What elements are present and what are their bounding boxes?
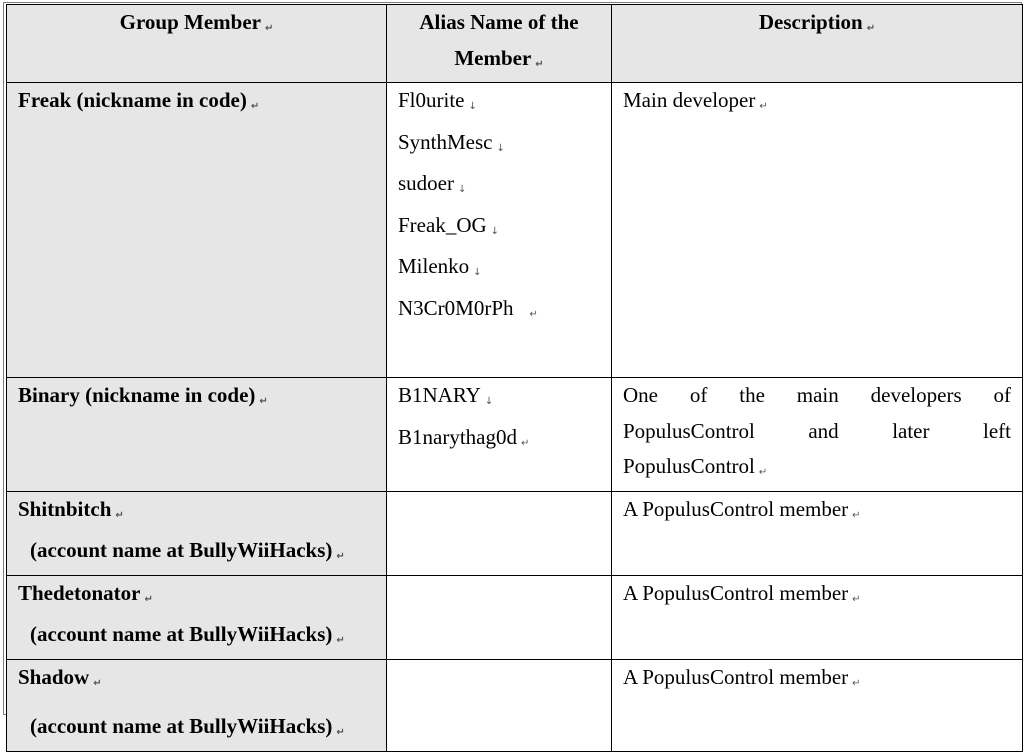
paragraph-mark-icon: ↵ — [529, 308, 538, 320]
table-row — [7, 491, 1023, 575]
line-break-mark-icon: ↓ — [496, 142, 505, 154]
paragraph-mark-icon: ↵ — [336, 551, 345, 562]
alias-item: B1NARY ↓ — [398, 383, 494, 407]
table-row — [7, 378, 1023, 492]
alias-item: Freak_OG ↓ — [398, 212, 500, 237]
paragraph-mark-icon: ↵ — [336, 727, 345, 738]
alias-item: B1narythag0d ↵ — [398, 424, 530, 449]
paragraph-mark-icon: ↵ — [264, 23, 274, 34]
member-cell: Binary (nickname in code) ↵ — [7, 378, 387, 492]
paragraph-mark-icon: ↵ — [852, 593, 861, 605]
table-header-row — [7, 5, 1023, 83]
description-cell: One of the main developers of PopulusControl and later left PopulusControl ↵ — [612, 378, 1023, 492]
header-group-member: Group Member ↵ — [7, 5, 387, 83]
member-cell: Thedetonator ↵ (account name at BullyWiiHacks) ↵ — [7, 575, 387, 659]
paragraph-mark-icon: ↵ — [336, 635, 345, 646]
description-cell: A PopulusControl member ↵ — [612, 659, 1023, 751]
paragraph-mark-icon: ↵ — [93, 677, 102, 689]
paragraph-mark-icon: ↵ — [758, 467, 768, 478]
alias-cell — [387, 491, 612, 575]
header-alias-name: Alias Name of the Member ↵ — [387, 5, 612, 83]
paragraph-mark-icon: ↵ — [250, 101, 260, 112]
paragraph-mark-icon: ↵ — [520, 437, 530, 449]
group-members-table — [6, 4, 1023, 752]
paragraph-mark-icon: ↵ — [759, 101, 768, 112]
alias-cell — [387, 378, 612, 492]
paragraph-mark-icon: ↵ — [535, 58, 544, 70]
member-cell: Shadow ↵ (account name at BullyWiiHacks) ↵ — [7, 659, 387, 751]
alias-cell — [387, 659, 612, 751]
line-break-mark-icon: ↓ — [484, 396, 494, 407]
paragraph-mark-icon: ↵ — [852, 677, 861, 689]
alias-item: N3Cr0M0rPh ↵ — [398, 295, 538, 320]
paragraph-mark-icon: ↵ — [259, 396, 268, 407]
alias-item: Fl0urite ↓ — [398, 88, 477, 112]
alias-cell — [387, 575, 612, 659]
alias-item: SynthMesc ↓ — [398, 129, 505, 154]
table-row — [7, 575, 1023, 659]
paragraph-mark-icon: ↵ — [852, 509, 861, 521]
paragraph-mark-icon: ↵ — [866, 23, 876, 34]
member-cell: Freak (nickname in code) ↵ — [7, 83, 387, 378]
description-cell: Main developer ↵ — [612, 83, 1023, 378]
paragraph-mark-icon: ↵ — [144, 593, 153, 605]
member-cell: Shitnbitch ↵ (account name at BullyWiiHacks) ↵ — [7, 491, 387, 575]
table-row — [7, 659, 1023, 751]
alias-item: sudoer ↓ — [398, 171, 467, 195]
paragraph-mark-icon: ↵ — [115, 509, 124, 521]
header-description: Description ↵ — [612, 5, 1023, 83]
line-break-mark-icon: ↓ — [468, 101, 477, 112]
alias-cell — [387, 83, 612, 378]
alias-item: Milenko ↓ — [398, 254, 482, 278]
table-row — [7, 83, 1023, 378]
description-cell: A PopulusControl member ↵ — [612, 575, 1023, 659]
line-break-mark-icon: ↓ — [458, 184, 467, 195]
line-break-mark-icon: ↓ — [490, 225, 500, 237]
line-break-mark-icon: ↓ — [473, 267, 482, 278]
description-cell: A PopulusControl member ↵ — [612, 491, 1023, 575]
